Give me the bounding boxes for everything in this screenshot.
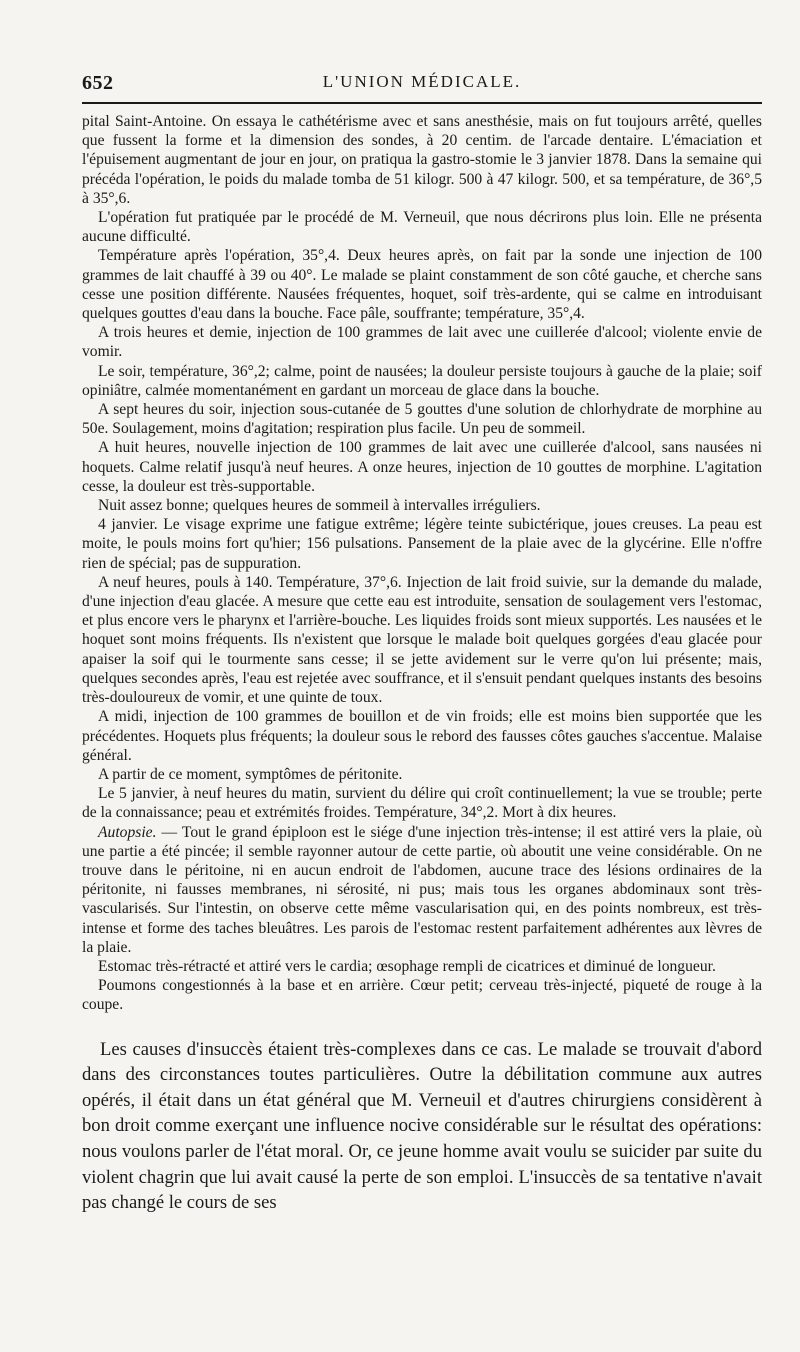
- autopsy-paragraph: [82, 823, 762, 957]
- paragraph: A partir de ce moment, symptômes de péritonite.: [98, 765, 403, 783]
- autopsy-text: — Tout le grand épiploon est le siége d'une injection très-intense; il est attiré vers la plaie, où une partie a été pincée; il semble rayonner autour de cette partie, où aboutit une veine considérable. On ne trouve dans le péritoine, ni en aucun endroit de l'abdomen, aucune trace des lésions ordinaires de la péritonite, ni fausses membranes, ni sérosité, ni pus; mais tous les organes abdominaux sont très-vascularisés. Sur l'intestin, on observe cette même vascularisation qui, en des points nombreux, est très-intense et forme des taches bleuâtres. Les parois de l'estomac restent parfaitement adhérentes aux lèvres de la plaie.: [82, 823, 762, 956]
- paragraph: A neuf heures, pouls à 140. Température, 37°,6. Injection de lait froid suivie, sur la demande du malade, d'une injection d'eau glacée. A mesure que cette eau est introduite, sensation de soulagement vers l'estomac, et plus encore vers le pharynx et l'arrière-bouche. Les liquides froids sont mieux supportés. Les nausées et le hoquet sont moins fréquents. Ils n'existent que lorsque le malade boit quelques gorgées d'eau glacée pour apaiser la soif qui le tourmente sans cesse; il se jette avidement sur le verre qu'on lui présente; mais, quelques secondes après, l'eau est rejetée avec souffrance, et il s'ensuit pendant quelques instants des besoins très-douloureux de vomir, et une quinte de toux.: [82, 573, 762, 707]
- autopsy-heading: Autopsie.: [98, 823, 157, 841]
- discussion-text: [82, 1037, 762, 1216]
- header-rule: [82, 102, 762, 104]
- paragraph: Estomac très-rétracté et attiré vers le cardia; œsophage rempli de cicatrices et diminué de longueur.: [98, 957, 716, 975]
- paragraph: A midi, injection de 100 grammes de bouillon et de vin froids; elle est moins bien supportée que les précédentes. Hoquets plus fréquents; la douleur sous le rebord des fausses côtes gauches s'accentue. Malaise général.: [82, 708, 762, 764]
- paragraph: A sept heures du soir, injection sous-cutanée de 5 gouttes d'une solution de chlorhydrate de morphine au 50e. Soulagement, moins d'agitation; respiration plus facile. Un peu de sommeil.: [82, 401, 762, 438]
- conclusion-paragraph: Les causes d'insuccès étaient très-complexes dans ce cas. Le malade se trouvait d'abord dans des circonstances toutes particulières. Outre la débilitation commune aux autres opérés, il était dans un état général que M. Verneuil et d'autres chirurgiens considèrent à bon droit comme exerçant une influence nocive considérable sur le résultat des opérations: nous voulons parler de l'état moral. Or, ce jeune homme avait voulu se suicider par suite du violent chagrin que lui avait causé la perte de son emploi. L'insuccès de sa tentative n'avait pas changé le cours de ses: [82, 1038, 762, 1214]
- case-report-text: [82, 112, 762, 1037]
- paragraph: 4 janvier. Le visage exprime une fatigue extrême; légère teinte subictérique, joues creuses. La peau est moite, le pouls moins fort qu'hier; 156 pulsations. Pansement de la plaie avec de la glycérine. Elle n'offre rien de spécial; pas de suppuration.: [82, 516, 762, 572]
- paragraph: pital Saint-Antoine. On essaya le cathétérisme avec et sans anesthésie, mais on fut toujours arrêté, quelles que fussent la forme et la dimension des sondes, à 20 centim. de l'arcade dentaire. L'émaciation et l'épuisement augmentant de jour en jour, on pratiqua la gastro-stomie le 3 janvier 1878. Dans la semaine qui précéda l'opération, le poids du malade tomba de 51 kilogr. 500 à 47 kilogr. 500, et sa température, de 36°,5 à 35°,6.: [82, 113, 762, 207]
- paragraph: Poumons congestionnés à la base et en arrière. Cœur petit; cerveau très-injecté, piqueté de rouge à la coupe.: [82, 977, 762, 1014]
- paragraph: Le 5 janvier, à neuf heures du matin, survient du délire qui croît continuellement; la vue se trouble; perte de la connaissance; peau et extrémités froides. Température, 34°,2. Mort à dix heures.: [82, 785, 762, 822]
- paragraph: Nuit assez bonne; quelques heures de sommeil à intervalles irréguliers.: [98, 497, 541, 515]
- page-number: 652: [82, 72, 114, 94]
- paragraph: A trois heures et demie, injection de 100 grammes de lait avec une cuillerée d'alcool; violente envie de vomir.: [82, 324, 762, 361]
- running-title: L'UNION MÉDICALE.: [322, 72, 522, 91]
- page-header: [82, 62, 762, 102]
- paragraph: Le soir, température, 36°,2; calme, point de nausées; la douleur persiste toujours à gauche de la plaie; soif opiniâtre, calmée momentanément en gardant un morceau de glace dans la bouche.: [82, 362, 762, 399]
- paragraph: Température après l'opération, 35°,4. Deux heures après, on fait par la sonde une injection de 100 grammes de lait chauffé à 39 ou 40°. Le malade se plaint constamment de son côté gauche, et cherche sans cesse une position différente. Nausées fréquentes, hoquet, soif très-ardente, qui se calme en introduisant quelques gouttes d'eau dans la bouche. Face pâle, souffrante; température, 35°,4.: [82, 247, 762, 323]
- paragraph: A huit heures, nouvelle injection de 100 grammes de lait avec une cuillerée d'alcool, sans nausées ni hoquets. Calme relatif jusqu'à neuf heures. A onze heures, injection de 10 gouttes de morphine. L'agitation cesse, la douleur est très-supportable.: [82, 439, 762, 495]
- section-gap: [82, 1015, 762, 1037]
- paragraph: L'opération fut pratiquée par le procédé de M. Verneuil, que nous décrirons plus loin. Elle ne présenta aucune difficulté.: [82, 209, 762, 246]
